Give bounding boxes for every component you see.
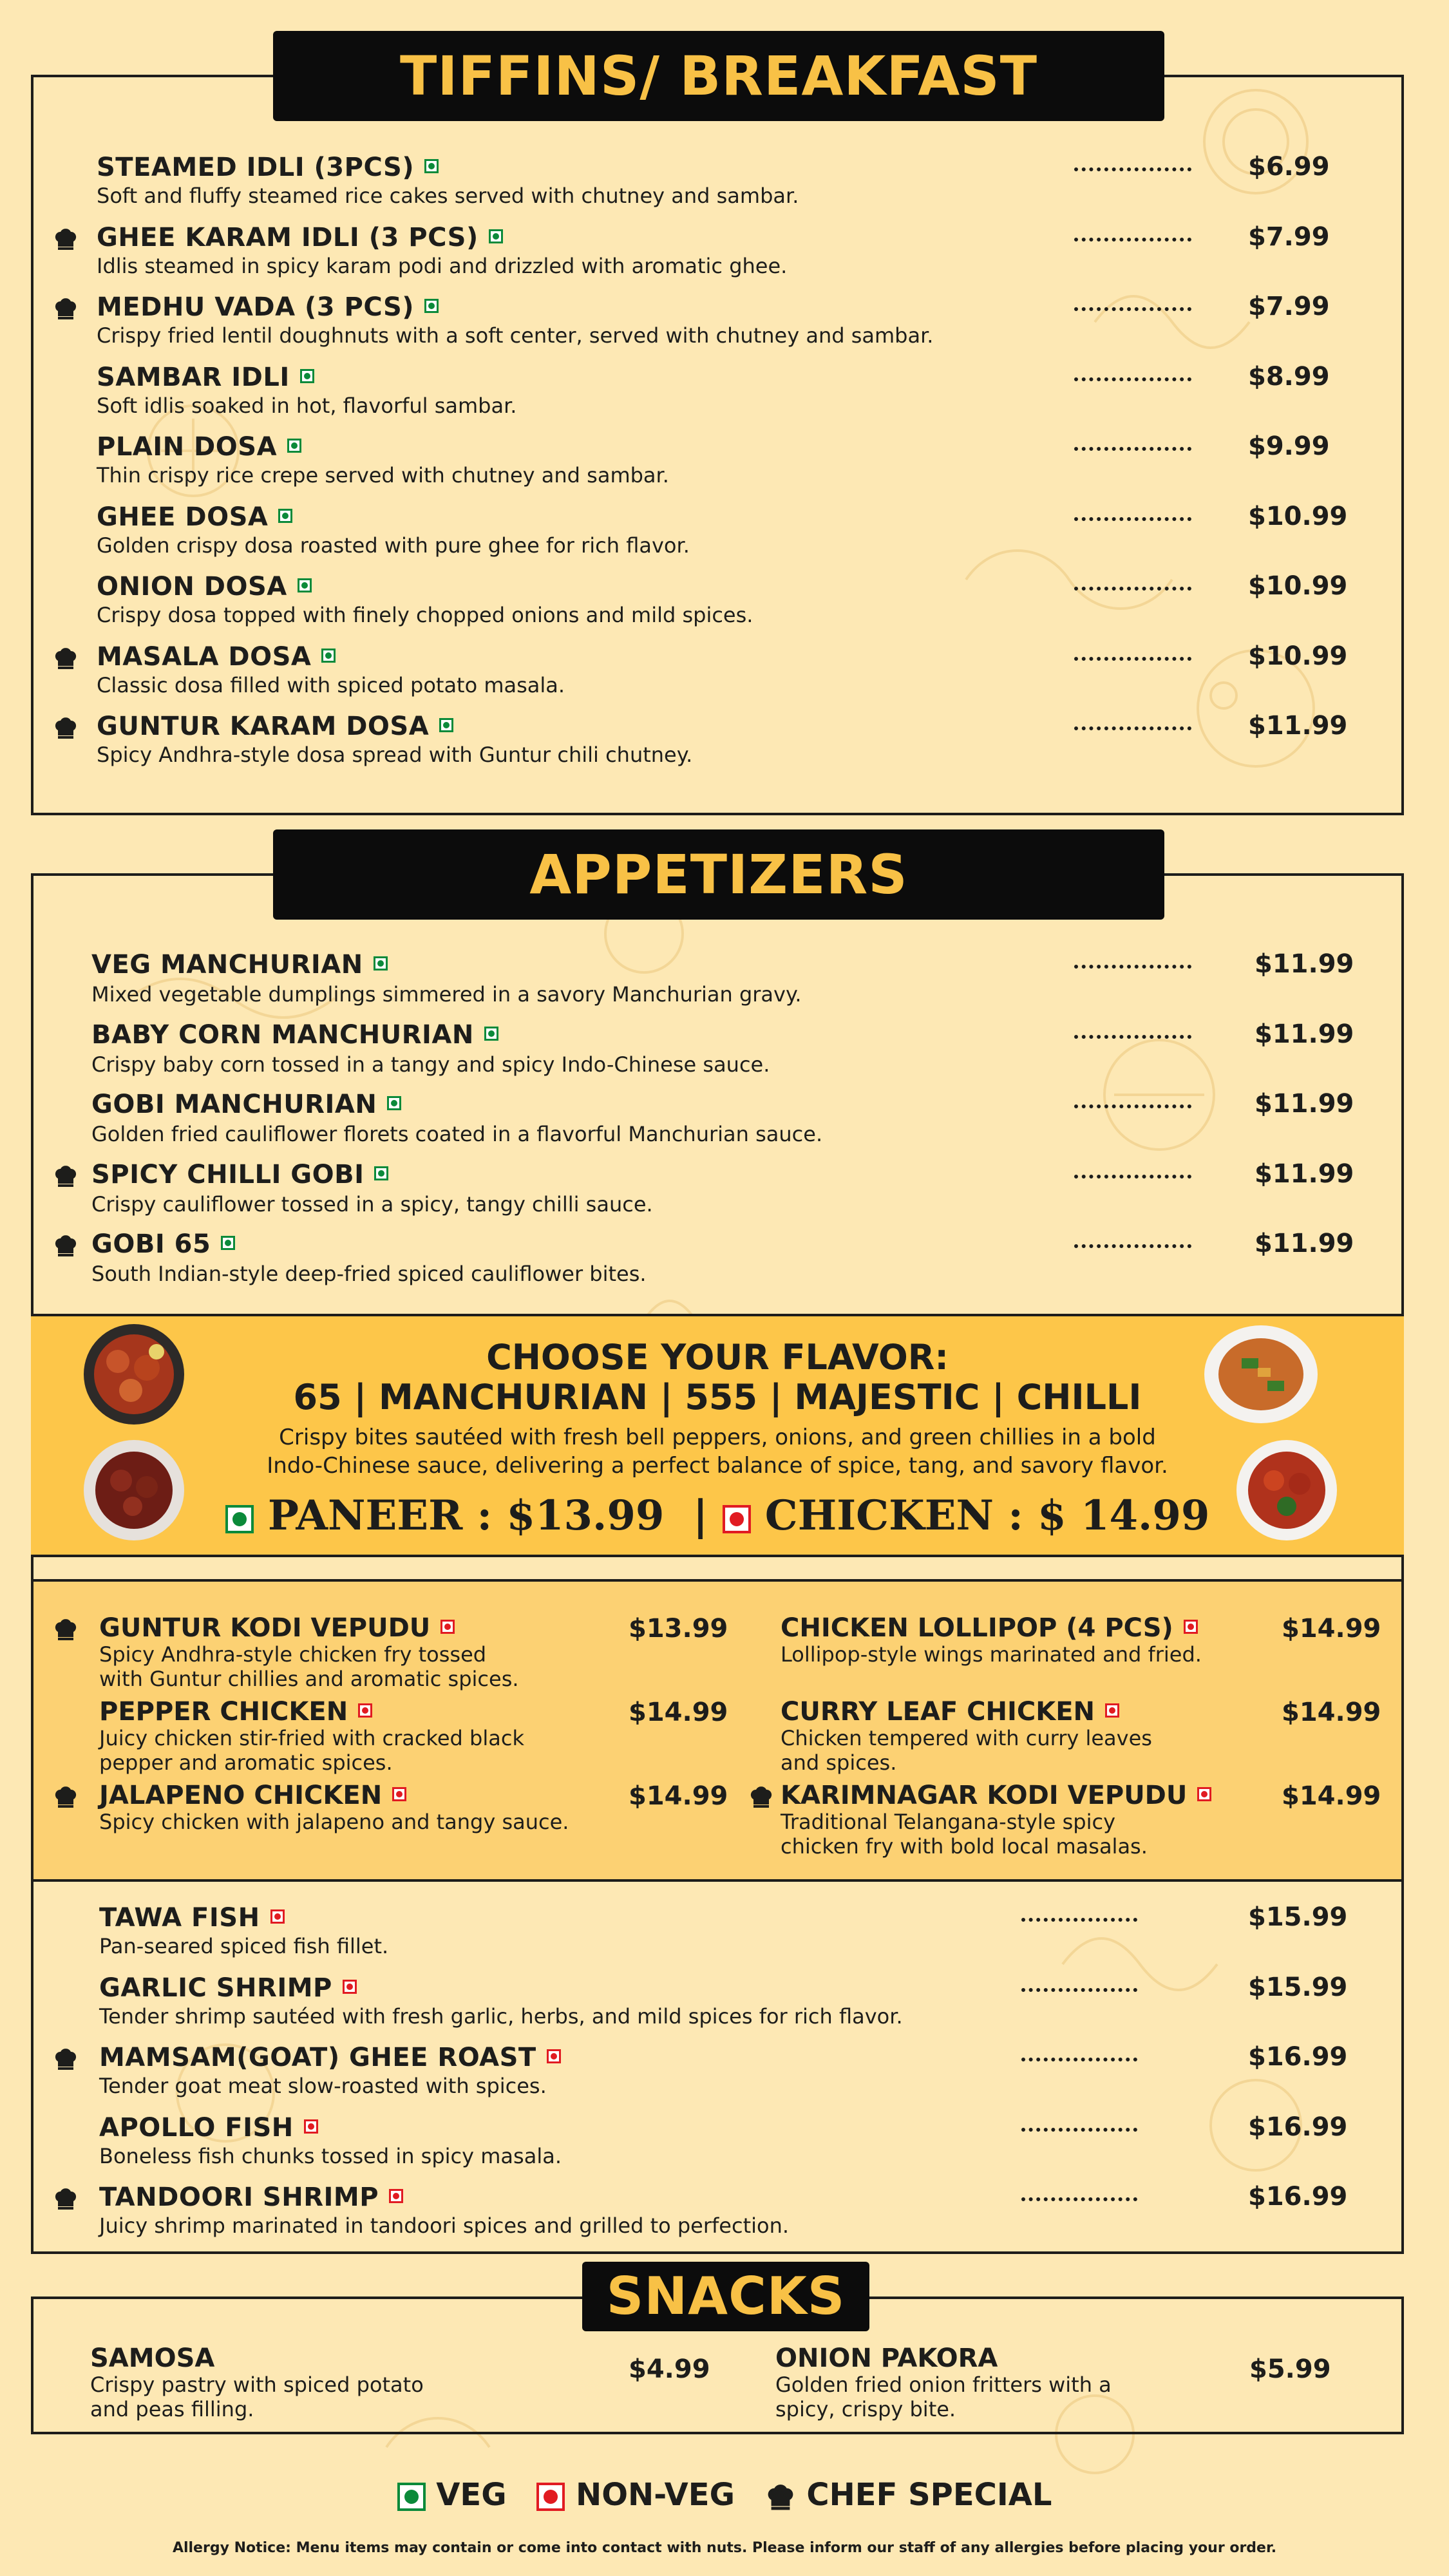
menu-item [97,222,787,279]
chef-hat-icon [53,1784,79,1810]
item-price: $11.99 [1255,1019,1354,1049]
nonveg-icon [343,1980,357,1994]
item-description-line2: with Guntur chillies and aromatic spices. [99,1667,519,1691]
nonveg-icon [1105,1703,1119,1718]
veg-icon [287,439,301,453]
item-name-text: APOLLO FISH [99,2112,294,2143]
item-description: Crispy baby corn tossed in a tangy and spicy Indo-Chinese sauce. [91,1052,770,1077]
item-name: ONION PAKORA [775,2344,998,2373]
menu-item [97,292,933,348]
flavor-desc-line1: Crispy bites sautéed with fresh bell peppers, onions, and green chillies in a bold [279,1425,1156,1450]
item-description: Golden crispy dosa roasted with pure ghee for rich flavor. [97,533,690,558]
item-description-line2: spicy, crispy bite. [775,2397,956,2421]
chef-hat-icon [53,1616,79,1642]
item-name [91,1159,653,1190]
nonveg-icon [270,1909,285,1924]
item-name [97,222,787,253]
item-price: $11.99 [1255,949,1354,979]
price-leader-dots [1074,307,1191,311]
item-description-line1: Lollipop-style wings marinated and fried. [781,1642,1202,1667]
chef-hat-icon [53,715,79,741]
snack-item [90,2344,424,2421]
item-name-text: GARLIC SHRIMP [99,1973,332,2003]
price-leader-dots [1074,726,1191,730]
veg-legend-icon [397,2483,426,2511]
menu-item [97,711,692,768]
item-price: $10.99 [1248,501,1348,531]
item-description: Crispy fried lentil doughnuts with a soft center, served with chutney and sambar. [97,323,934,348]
veg-icon [321,649,336,663]
menu-item [91,1019,770,1077]
price-leader-dots [1074,377,1191,381]
nonveg-icon [440,1620,455,1634]
item-name-text: TAWA FISH [99,1903,260,1933]
item-price: $16.99 [1248,2042,1348,2072]
item-name [97,152,799,183]
item-name-text: GUNTUR KODI VEPUDU [99,1613,431,1643]
chicken-price: CHICKEN : $ 14.99 [764,1492,1210,1540]
veg-icon [374,956,388,971]
item-name [99,1781,569,1810]
item-description: Boneless fish chunks tossed in spicy masala. [99,2143,562,2168]
item-name-text: JALAPENO CHICKEN [99,1781,383,1810]
item-name-text: MAMSAM(GOAT) GHEE ROAST [99,2043,536,2072]
item-name-text: SAMBAR IDLI [97,362,290,392]
item-name-text: GHEE DOSA [97,502,269,532]
price-leader-dots [1074,167,1191,171]
veg-icon [387,1096,401,1110]
menu-item [99,2042,561,2099]
menu-item [99,2182,789,2239]
nonveg-icon [389,2189,403,2203]
dish-photo-chicken-65 [1235,1439,1338,1542]
chef-hat-icon [53,1163,79,1189]
price-leader-dots [1021,2058,1137,2061]
item-name-text: MASALA DOSA [97,641,312,672]
price-leader-dots [1074,517,1191,521]
chef-hat-icon [765,2481,796,2512]
item-price: $13.99 [629,1614,728,1643]
menu-item [99,1902,388,1959]
nonveg-icon [304,2119,318,2134]
menu-item [91,1089,822,1147]
menu-item [91,1159,653,1217]
menu-item [99,1781,569,1834]
item-description: Tender goat meat slow-roasted with spices. [99,2074,547,2098]
nonveg-icon [723,1505,751,1533]
menu-item [781,1781,1211,1859]
item-price: $7.99 [1248,292,1330,321]
item-price: $8.99 [1248,361,1330,392]
item-description-line1: Spicy chicken with jalapeno and tangy sauce. [99,1810,569,1834]
price-leader-dots [1074,447,1191,451]
item-description-line2: and peas filling. [90,2397,254,2421]
flavor-prices [31,1492,1404,1540]
price-leader-dots [1074,1175,1191,1179]
item-price: $11.99 [1255,1089,1354,1119]
flavor-desc-line2: Indo-Chinese sauce, delivering a perfect balance of spice, tang, and savory flavor. [267,1453,1168,1479]
item-name [91,949,802,980]
item-name [99,1614,519,1642]
item-name [91,1089,822,1120]
item-description-line2: pepper and aromatic spices. [99,1750,393,1775]
item-name [781,1614,1202,1642]
price-leader-dots [1021,2197,1137,2201]
item-name [99,1902,388,1933]
item-price: $16.99 [1248,2112,1348,2142]
allergy-notice: Allergy Notice: Menu items may contain or come into contact with nuts. Please inform our staff of any allergies before placing your order. [172,2540,1277,2556]
menu-item [97,362,516,419]
snacks-title: SNACKS [606,2266,846,2326]
item-price: $9.99 [1248,431,1330,461]
item-name [97,292,933,323]
item-price: $10.99 [1248,641,1348,671]
item-description: Spicy Andhra-style dosa spread with Guntur chili chutney. [97,743,693,767]
veg-legend-label: VEG [436,2477,507,2513]
price-leader-dots [1074,657,1191,661]
item-price: $11.99 [1255,1159,1354,1189]
item-description: South Indian-style deep-fried spiced cauliflower bites. [91,1262,647,1286]
item-description-line2: and spices. [781,1750,897,1775]
item-description: Crispy dosa topped with finely chopped onions and mild spices. [97,603,753,627]
price-leader-dots [1074,587,1191,591]
menu-item [781,1698,1152,1775]
price-leader-dots [1021,1988,1137,1992]
item-price: $11.99 [1248,711,1348,741]
item-name-text: GHEE KARAM IDLI (3 PCS) [97,222,478,252]
menu-item [781,1614,1202,1667]
chef-hat-icon [53,1233,79,1258]
item-name-text: SPICY CHILLI GOBI [91,1159,365,1189]
nonveg-icon [358,1703,372,1718]
item-description: Golden fried cauliflower florets coated in a flavorful Manchurian sauce. [91,1122,823,1146]
item-description-line1: Traditional Telangana-style spicy [781,1810,1116,1834]
flavor-heading: CHOOSE YOUR FLAVOR: [486,1337,949,1378]
item-name [781,1781,1211,1810]
item-name-text: ONION DOSA [97,572,287,601]
flavor-options: 65 | MANCHURIAN | 555 | MAJESTIC | CHILLI [293,1377,1142,1417]
menu-item [97,431,669,488]
item-name [99,1698,524,1726]
nonveg-legend-icon [536,2483,565,2511]
item-description-line1: Spicy Andhra-style chicken fry tossed [99,1642,487,1667]
item-name [91,1229,647,1260]
veg-icon [484,1027,498,1041]
legend [0,2477,1449,2513]
item-price: $5.99 [1249,2354,1331,2384]
chef-hat-icon [53,296,79,321]
menu-item [97,641,565,698]
item-price: $14.99 [629,1781,728,1811]
item-description-line2: chicken fry with bold local masalas. [781,1834,1148,1859]
tiffins-title: TIFFINS/ BREAKFAST [399,44,1038,108]
item-description-line1: Juicy chicken stir-fried with cracked black [99,1726,524,1750]
item-name-text: STEAMED IDLI (3PCS) [97,153,415,182]
item-price: $10.99 [1248,571,1348,601]
item-description-line1: Golden fried onion fritters with a [775,2372,1112,2397]
dish-photo-chilli-paneer [1203,1323,1319,1426]
menu-item [97,571,753,628]
menu-item [97,502,690,558]
item-price: $7.99 [1248,222,1330,252]
price-leader-dots [1074,238,1191,242]
price-leader-dots [1074,1035,1191,1039]
veg-icon [424,159,439,173]
item-price: $15.99 [1248,1972,1348,2002]
item-name-text: TANDOORI SHRIMP [99,2183,379,2212]
item-name-text: BABY CORN MANCHURIAN [91,1019,474,1050]
item-price: $4.99 [629,2354,710,2384]
item-description: Tender shrimp sautéed with fresh garlic, herbs, and mild spices for rich flavor. [99,2003,903,2029]
item-description: Crispy cauliflower tossed in a spicy, tangy chilli sauce. [91,1191,653,1217]
item-description: Juicy shrimp marinated in tandoori spices and grilled to perfection. [99,2213,790,2238]
menu-item [97,152,799,209]
item-name [97,641,565,672]
item-description: Soft and fluffy steamed rice cakes served with chutney and sambar. [97,184,799,208]
nonveg-icon [392,1787,406,1801]
veg-icon [225,1505,254,1533]
item-name-text: GUNTUR KARAM DOSA [97,712,430,741]
item-description: Thin crispy rice crepe served with chutney and sambar. [97,463,669,488]
veg-icon [374,1166,388,1180]
item-name-text: KARIMNAGAR KODI VEPUDU [781,1781,1188,1810]
item-description: Idlis steamed in spicy karam podi and drizzled with aromatic ghee. [97,253,788,278]
item-name-text: CHICKEN LOLLIPOP (4 PCS) [781,1613,1173,1643]
item-name [97,502,690,533]
item-description: Classic dosa filled with spiced potato masala. [97,672,565,697]
item-name [97,431,669,462]
chef-hat-icon [53,2046,79,2072]
tiffins-banner [273,31,1164,121]
item-name [97,711,692,742]
item-name [99,2112,562,2143]
item-description: Pan-seared spiced fish fillet. [99,1934,389,1958]
veg-icon [300,369,314,383]
item-name-text: MEDHU VADA (3 PCS) [97,292,415,322]
item-name [97,362,516,393]
item-price: $11.99 [1255,1229,1354,1258]
item-description: Mixed vegetable dumplings simmered in a savory Manchurian gravy. [91,982,802,1007]
chef-hat-icon [53,645,79,671]
price-leader-dots [1074,1244,1191,1248]
veg-icon [298,578,312,592]
price-leader-dots [1074,965,1191,969]
item-price: $6.99 [1248,152,1330,182]
veg-icon [489,229,503,243]
nonveg-icon [547,2049,561,2063]
item-name [91,1019,770,1050]
chef-hat-icon [748,1784,774,1810]
nonveg-icon [1184,1620,1198,1634]
item-description-line1: Chicken tempered with curry leaves [781,1726,1152,1750]
dish-photo-manchurian [82,1439,185,1542]
nonveg-legend-label: NON-VEG [576,2477,735,2513]
price-leader-dots [1021,1918,1137,1922]
item-name [97,571,753,602]
chef-legend-label: CHEF SPECIAL [806,2477,1052,2513]
item-name [781,1698,1152,1726]
veg-icon [221,1236,235,1250]
item-name-text: GOBI MANCHURIAN [91,1090,377,1119]
price-leader-dots [1021,2128,1137,2132]
price-leader-dots [1074,1104,1191,1108]
menu-item [91,949,802,1007]
item-price: $14.99 [629,1698,728,1727]
item-name-text: VEG MANCHURIAN [91,950,363,980]
item-name: SAMOSA [90,2344,215,2373]
veg-icon [439,718,453,732]
item-name [99,2042,561,2073]
veg-icon [278,509,292,523]
menu-item [99,1973,903,2029]
item-name [99,1973,903,2003]
item-name-text: PLAIN DOSA [97,432,278,462]
menu-item [99,1698,524,1775]
snacks-banner [582,2262,869,2331]
item-name-text: PEPPER CHICKEN [99,1697,348,1727]
item-name-text: CURRY LEAF CHICKEN [781,1697,1095,1727]
menu-item [99,2112,562,2169]
item-name [99,2182,789,2213]
chef-hat-icon [53,2186,79,2211]
item-price: $16.99 [1248,2182,1348,2211]
item-name-text: GOBI 65 [91,1229,211,1259]
menu-item [91,1229,647,1287]
veg-icon [424,299,439,313]
dish-photo-chilli-chicken [82,1323,185,1426]
nonveg-icon [1197,1787,1211,1801]
item-price: $14.99 [1282,1614,1381,1643]
appetizers-banner [273,829,1164,920]
item-description: Soft idlis soaked in hot, flavorful sambar. [97,393,517,418]
item-price: $14.99 [1282,1781,1381,1811]
item-price: $15.99 [1248,1902,1348,1932]
appetizers-title: APPETIZERS [529,843,908,906]
menu-item [99,1614,519,1691]
chef-hat-icon [53,226,79,252]
item-price: $14.99 [1282,1698,1381,1727]
flavor-band [31,1314,1404,1557]
item-description-line1: Crispy pastry with spiced potato [90,2372,424,2397]
paneer-price: PANEER : $13.99 [267,1492,665,1540]
price-separator: | [692,1492,708,1540]
snack-item [775,2344,1112,2421]
